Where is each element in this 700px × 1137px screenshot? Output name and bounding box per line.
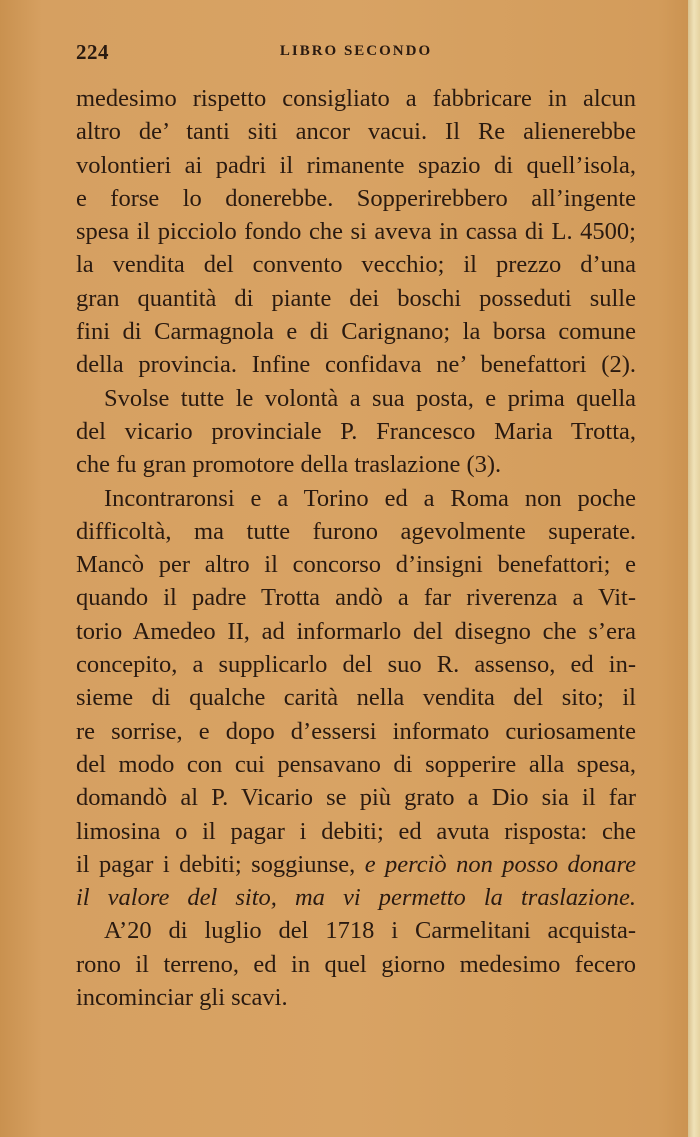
text-line: la vendita del convento vecchio; il prezzo d’una <box>76 251 636 279</box>
text-line: re sorrise, e dopo d’essersi informato curiosamente <box>76 717 636 745</box>
text-line: Incontraronsi e a Torino ed a Roma non poche <box>104 484 636 512</box>
text-line: difficoltà, ma tutte furono agevolmente superate. <box>76 517 636 545</box>
text-line: della provincia. Infine confidava ne’ benefattori (2). <box>76 351 636 379</box>
running-title: LIBRO SECONDO <box>279 43 433 59</box>
body-text <box>76 82 636 1014</box>
text-line: medesimo rispetto consigliato a fabbricare in alcun <box>76 85 636 112</box>
text-line: del vicario provinciale P. Francesco Maria Trotta, <box>76 417 636 445</box>
text-line: limosina o il pagar i debiti; ed avuta risposta: che <box>76 817 636 845</box>
text-line: fini di Carmagnola e di Carignano; la borsa comune <box>76 318 636 346</box>
italic-quote: e perciò non posso donare <box>364 850 637 878</box>
page-edge <box>688 0 700 1137</box>
text-line: domandò al P. Vicario se più grato a Dio sia il far <box>76 784 636 812</box>
text-line: che fu gran promotore della traslazione (3). <box>76 451 502 479</box>
text-line: volontieri ai padri il rimanente spazio di quell’isola, <box>76 151 636 179</box>
text-line: e forse lo donerebbe. Sopperirebbero all’ingente <box>76 184 636 212</box>
text-line: altro de’ tanti siti ancor vacui. Il Re alienerebbe <box>76 118 636 146</box>
text-line: spesa il picciolo fondo che si aveva in cassa di L. 4500; <box>76 218 636 246</box>
text-line: Svolse tutte le volontà a sua posta, e prima quella <box>104 384 636 412</box>
text-line: rono il terreno, ed in quel giorno medesimo fecero <box>76 950 636 978</box>
text-line: gran quantità di piante dei boschi posseduti sulle <box>76 284 636 312</box>
text-line: del modo con cui pensavano di sopperire alla spesa, <box>76 750 636 778</box>
text-line: Mancò per altro il concorso d’insigni benefattori; e <box>76 551 636 579</box>
text-line: A’20 di luglio del 1718 i Carmelitani acquista- <box>104 917 636 945</box>
text-line: quando il padre Trotta andò a far riverenza a Vit- <box>76 584 636 612</box>
text-segment: il pagar i debiti; soggiunse, <box>76 850 356 878</box>
text-line: torio Amedeo II, ad informarlo del disegno che s’era <box>76 617 636 645</box>
text-line: sieme di qualche carità nella vendita del sito; il <box>76 684 636 712</box>
page-number: 224 <box>76 40 109 64</box>
page-header <box>76 40 636 68</box>
text-line: incominciar gli scavi. <box>76 984 288 1012</box>
text-line: concepito, a supplicarlo del suo R. assenso, ed in- <box>76 651 636 679</box>
italic-quote-line: il valore del sito, ma vi permetto la traslazione. <box>76 884 636 912</box>
text-line <box>76 848 636 881</box>
